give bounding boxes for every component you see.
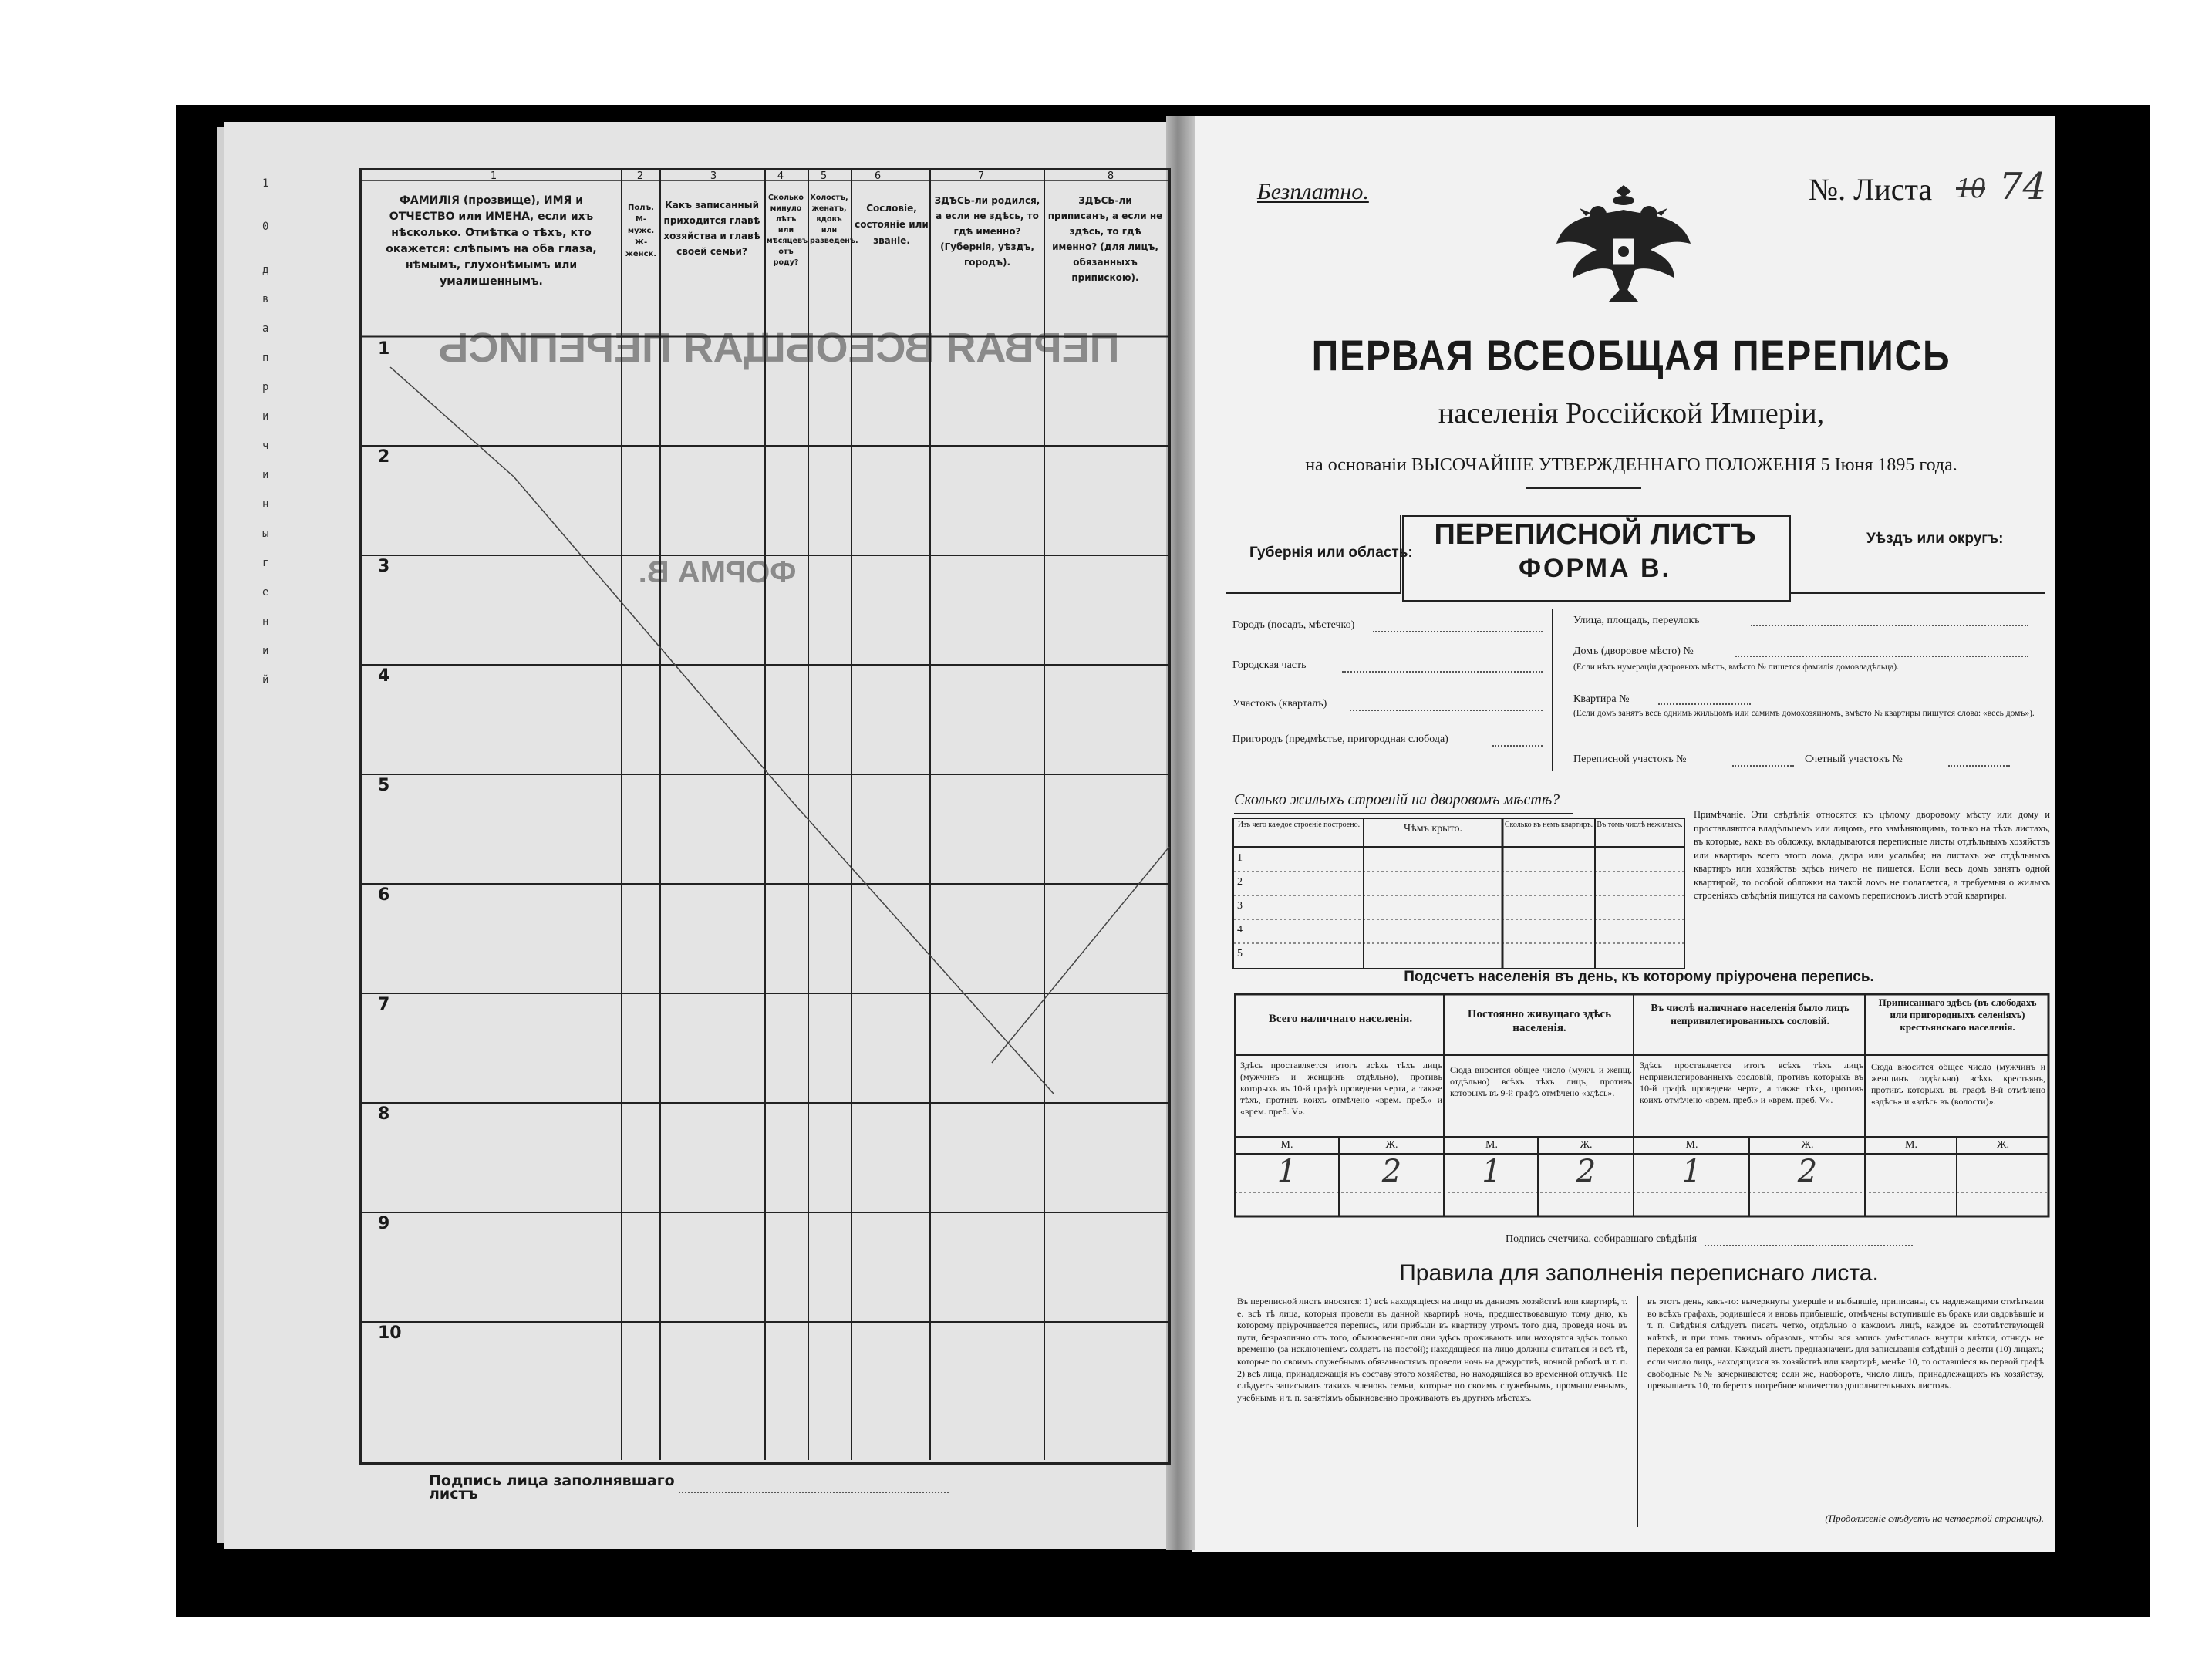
column-header-name: ФАМИЛІЯ (прозвище), ИМЯ и ОТЧЕСТВО или ИМЕНА, если ихъ нѣсколько. Отмѣтка о тѣхъ, кто окажется: слѣпымъ на оба глаза, нѣмымъ, глухонѣмымъ или умалишеннымъ. — [386, 194, 597, 288]
counter-signature-line — [1705, 1245, 1913, 1246]
apartment-note: (Если домъ занятъ весь однимъ жильцомъ или самимъ домохозяиномъ, вмѣсто № квартиры пишутся слова: «весь домъ»). — [1573, 709, 2035, 718]
ghost-form: ФОРМА В. — [638, 555, 797, 589]
buildings-row-number: 3 — [1237, 900, 1243, 912]
margin-char: и — [262, 469, 269, 481]
column-number: 4 — [777, 170, 784, 182]
street-line — [1751, 625, 2028, 626]
census-section-line — [1732, 765, 1794, 767]
margin-char: д — [262, 264, 269, 276]
rules-column-2: въ этотъ день, какъ-то: вычеркнуты умершіе и выбывшіе, приписаны, съ надлежащими отмѣтками во всѣхъ графахъ, родившіеся и вновь прибывшіе, отмѣчены вступившіе въ бракъ или овдовѣвшіе и т. п. Свѣдѣнія слѣдуетъ писать четко, отдѣльно о каждомъ лицѣ, каждое въ соотвѣтствующей клѣткѣ, и при томъ такимъ образомъ, чтобы вся запись умѣстилась внутри клѣтки, отнюдь не переходя за ея рамки. Каждый листъ предназначенъ для записыванія свѣдѣній о десяти (10) лицахъ; если число лицъ, находящихся въ хозяйствѣ или квартирѣ, менѣе 10, то оставшіеся въ первой графѣ свободные №№ зачеркиваются; если же, наоборотъ, число лицъ, принадлежащихъ къ хозяйству, превышаетъ 10, то берется потребное количество дополнительныхъ листовъ. — [1647, 1296, 2044, 1391]
count-note-peasants: Сюда вносится общее число (мужчинъ и женщинъ отдѣльно) всѣхъ крестьянъ, противъ которыхъ въ графѣ 8-й отмѣчено «здѣсь» и «здѣсь въ (волости)». — [1871, 1061, 2045, 1107]
decree-underline — [1526, 487, 1641, 489]
free-label: Безплатно. — [1257, 179, 1369, 204]
margin-char: е — [262, 586, 269, 599]
column-header-estate: Сословіе, состояніе или званіе. — [855, 203, 929, 246]
district-line — [1350, 710, 1543, 711]
column-number: 8 — [1107, 170, 1114, 182]
buildings-header-material: Изъ чего каждое строеніе построено. — [1237, 821, 1361, 829]
buildings-question-underline — [1234, 813, 1573, 814]
ghost-title: ПЕРВАЯ ВСЕОБЩАЯ ПЕРЕПИСЬ — [438, 325, 1120, 371]
count-note-present: Здѣсь проставляется итогъ всѣхъ тѣхъ лицъ (мужчинъ и женщинъ отдѣльно), противъ которыхъ въ 10-й графѣ проведена черта, а также тѣхъ, противъ коихъ отмѣчено «врем. преб.» и «врем. преб. V». — [1240, 1060, 1442, 1117]
city-part-line — [1342, 671, 1543, 673]
column-header-age: Сколько минуло лѣтъ или мѣсяцевъ отъ роду? — [767, 194, 808, 267]
column-number: 1 — [490, 170, 497, 182]
census-title: ПЕРВАЯ ВСЕОБЩАЯ ПЕРЕПИСЬ — [1311, 331, 1951, 379]
sex-header-f: Ж. — [1580, 1139, 1593, 1151]
margin-char: 0 — [262, 221, 269, 233]
count-value-present-m: 1 — [1276, 1154, 1297, 1189]
column-number: 5 — [820, 170, 828, 182]
city-field-line — [1373, 631, 1543, 632]
row-number: 8 — [378, 1104, 390, 1124]
column-number: 3 — [710, 170, 717, 182]
buildings-question: Сколько жилыхъ строеній на дворовомъ мѣстѣ? — [1234, 791, 1560, 808]
count-value-nonprivileged-m: 1 — [1681, 1154, 1702, 1189]
column-header-sex: Полъ. М-мужс. Ж-женск. — [625, 204, 657, 258]
sheet-number-label: №. Листа — [1809, 172, 1933, 207]
address-divider — [1552, 609, 1553, 771]
column-number: 7 — [977, 170, 985, 182]
uezd-label: Уѣздъ или округъ: — [1866, 531, 2004, 547]
count-value-permanent-m: 1 — [1482, 1154, 1502, 1189]
count-value-permanent-f: 2 — [1576, 1154, 1597, 1189]
margin-text — [262, 177, 278, 686]
city-part-label: Городская часть — [1232, 659, 1307, 671]
margin-char: ч — [262, 440, 269, 452]
margin-char: в — [262, 293, 269, 305]
row-number: 7 — [378, 995, 390, 1014]
count-value-nonprivileged-f: 2 — [1797, 1154, 1818, 1189]
house-note: (Если нѣтъ нумераціи дворовыхъ мѣстъ, вмѣсто № пишется фамилія домовладѣльца). — [1573, 663, 1899, 672]
house-label: Домъ (дворовое мѣсто) № — [1573, 646, 1694, 657]
buildings-header-roof: Чѣмъ крыто. — [1404, 823, 1462, 835]
count-value-present-f: 2 — [1381, 1154, 1402, 1189]
count-note-permanent: Сюда вносится общее число (мужч. и женщ. отдѣльно) всѣхъ тѣхъ лицъ, противъ которыхъ въ 9-й графѣ отмѣчено «здѣсь». — [1450, 1064, 1632, 1098]
suburb-line — [1492, 745, 1543, 747]
district-label: Участокъ (кварталъ) — [1232, 698, 1327, 710]
city-field-label: Городъ (посадъ, мѣстечко) — [1232, 619, 1355, 631]
margin-char: и — [262, 645, 269, 657]
row-number: 1 — [378, 339, 390, 359]
sex-header-f: Ж. — [1996, 1139, 2010, 1151]
margin-char: п — [262, 352, 269, 364]
counting-section-line — [1948, 765, 2010, 767]
count-header-nonprivileged: Въ числѣ наличнаго населенія было лицъ непривилегированныхъ сословій. — [1651, 1002, 1850, 1027]
sex-header-f: Ж. — [1801, 1139, 1814, 1151]
row-number: 9 — [378, 1214, 390, 1233]
rules-divider — [1637, 1296, 1638, 1527]
column-number: 6 — [874, 170, 882, 182]
count-header-permanent: Постоянно живущаго здѣсь населенія. — [1467, 1008, 1612, 1034]
sex-header-f: Ж. — [1385, 1139, 1398, 1151]
margin-char: р — [262, 381, 269, 393]
buildings-row-number: 2 — [1237, 876, 1243, 888]
row-number: 5 — [378, 776, 390, 795]
column-header-birthplace: ЗДѢСЬ-ли родился, а если не здѣсь, то гдѣ именно? (Губернія, уѣздъ, городъ). — [934, 195, 1040, 268]
margin-char: й — [262, 674, 269, 686]
margin-char: г — [262, 557, 269, 569]
row-number: 10 — [378, 1323, 402, 1343]
margin-char: н — [262, 615, 269, 628]
sheet-number-value: 10 — [1956, 172, 1985, 204]
column-header-relation: Какъ записанный приходится главѣ хозяйства и главѣ своей семьи? — [663, 200, 760, 257]
guberniya-label: Губернія или область: — [1249, 545, 1413, 561]
double-headed-eagle-icon — [1550, 170, 1697, 316]
margin-char: а — [262, 322, 269, 335]
sex-header-m: М. — [1485, 1139, 1498, 1151]
count-header-present: Всего наличнаго населенія. — [1268, 1013, 1413, 1025]
signature-label: Подпись лица заполнявшаго листъ — [429, 1472, 675, 1502]
counting-section-label: Счетный участокъ № — [1805, 754, 1903, 765]
sheet-number-handwritten: 74 — [1999, 165, 2047, 208]
apartment-label: Квартира № — [1573, 693, 1630, 705]
uezd-box — [1789, 515, 2045, 594]
sex-header-m: М. — [1685, 1139, 1698, 1151]
margin-char: н — [262, 498, 269, 511]
counter-signature-label: Подпись счетчика, собиравшаго свѣдѣнія — [1506, 1233, 1698, 1245]
row-number: 6 — [378, 885, 390, 905]
signature-line — [679, 1492, 949, 1493]
buildings-note: Примѣчаніе. Эти свѣдѣнія относятся къ цѣлому дворовому мѣсту или дому и проставляются владѣльцемъ или лицомъ, его замѣняющимъ, только на тѣхъ листахъ, въ которые, какъ въ обложку, вкладываются переписные листы отдѣльныхъ хозяйствъ или квартиръ всего этого дома, двора или усадьбы; на листахъ же отдѣльныхъ квартиръ или хозяйствъ здѣсь ничего не пишется. Если весь домъ занятъ одной квартирой, то особой обложки на такой домъ не полагается, а требуемыя о жилыхъ строеніяхъ свѣдѣнія пишутся на самомъ переписномъ листѣ этой квартиры. — [1694, 809, 2050, 901]
form-label: ФОРМА В. — [1518, 554, 1672, 583]
row-number: 2 — [378, 447, 390, 467]
rules-column-1: Въ переписной листъ вносятся: 1) всѣ находящіеся на лицо въ данномъ хозяйствѣ или квартирѣ, т. е. всѣ тѣ лица, которыя провели въ данной квартирѣ ночь, предшествовавшую тому дню, къ которому пріурочивается перепись, или прибыли въ квартиру утромъ того дня, проведя ночь въ пути, безразлично отъ того, обыкновенно-ли они здѣсь проживаютъ или находятся здѣсь только временно (за исключеніемъ солдатъ на постой); находящіеся на лицо должны считаться и всѣ тѣ, которые по своимъ служебнымъ обязанностямъ провели ночь на дежурствѣ, ночной работѣ и т. п. 2) всѣ лица, принадлежащія къ составу этого хозяйства, но находящіяся во временной отлучкѣ. Не слѣдуетъ записывать такихъ членовъ семьи, которые по своимъ служебнымъ, промышленнымъ, учебнымъ и т. п. занятіямъ обыкновенно проживаютъ въ другихъ мѣстахъ. — [1237, 1296, 1627, 1403]
margin-char: и — [262, 410, 269, 423]
census-table-grid — [359, 168, 1171, 1464]
census-decree: на основаніи ВЫСОЧАЙШЕ УТВЕРЖДЕННАГО ПОЛОЖЕНІЯ 5 Іюня 1895 года. — [1305, 455, 1957, 475]
buildings-header-nonresidential: Въ томъ числѣ нежилыхъ. — [1597, 821, 1683, 829]
row-number: 3 — [378, 557, 390, 576]
apartment-line — [1658, 703, 1751, 705]
buildings-row-number: 5 — [1237, 948, 1243, 959]
margin-char: ы — [262, 528, 269, 540]
rules-title: Правила для заполненія переписнаго листа. — [1399, 1260, 1879, 1286]
census-section-label: Переписной участокъ № — [1573, 754, 1687, 765]
count-title: Подсчетъ населенія въ день, къ которому пріурочена перепись. — [1404, 969, 1874, 985]
buildings-table — [1232, 818, 1688, 972]
sheet-title: ПЕРЕПИСНОЙ ЛИСТЪ — [1434, 518, 1756, 551]
sex-header-m: М. — [1280, 1139, 1293, 1151]
column-header-marital: Холостъ, женатъ, вдовъ или разведенъ. — [810, 194, 858, 245]
buildings-header-apartments: Сколько въ немъ квартиръ. — [1504, 821, 1593, 829]
house-line — [1735, 656, 2028, 657]
buildings-row-number: 1 — [1237, 852, 1243, 864]
buildings-row-number: 4 — [1237, 924, 1243, 936]
margin-char: 1 — [262, 177, 269, 190]
rules-continued: (Продолженіе слѣдуетъ на четвертой страницѣ). — [1825, 1512, 2044, 1524]
census-subtitle: населенія Россійской Имперіи, — [1438, 397, 1825, 430]
row-number: 4 — [378, 666, 390, 686]
column-number: 2 — [636, 170, 644, 182]
street-label: Улица, площадь, переулокъ — [1573, 615, 1700, 626]
column-header-registered: ЗДѢСЬ-ли приписанъ, а если не здѣсь, то гдѣ именно? (для лицъ, обязанныхъ припискою). — [1047, 195, 1163, 283]
count-header-peasants: Приписаннаго здѣсь (въ слободахъ или пригородныхъ селеніяхъ) крестьянскаго населенія. — [1878, 996, 2037, 1033]
sex-header-m: М. — [1905, 1139, 1917, 1151]
suburb-label: Пригородъ (предмѣстье, пригородная слобода) — [1232, 733, 1448, 745]
count-note-nonprivileged: Здѣсь проставляется итогъ всѣхъ тѣхъ лицъ непривилегированныхъ сословій, противъ которыхъ въ 10-й графѣ проведена черта, а также тѣхъ, противъ коихъ отмѣчено «врем. преб.» и «врем. преб. V». — [1640, 1060, 1863, 1105]
